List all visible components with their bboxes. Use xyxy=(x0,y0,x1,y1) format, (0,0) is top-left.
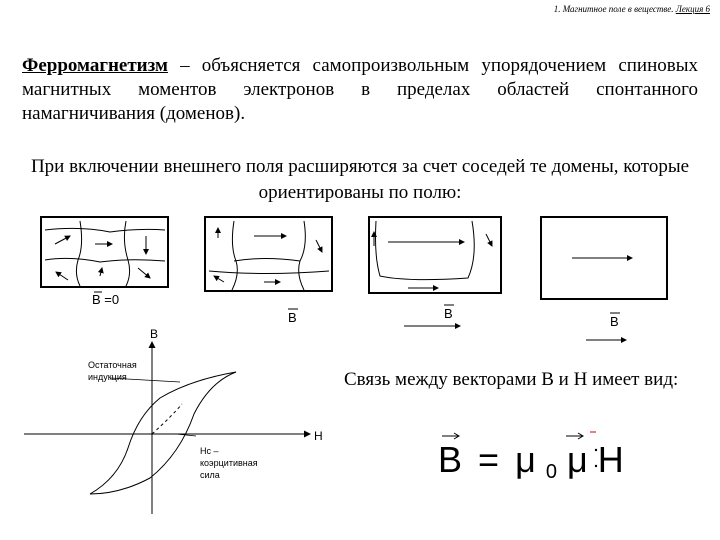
formula-eq: = xyxy=(478,439,500,480)
definition-paragraph xyxy=(22,54,698,126)
panel1-label: B =0 xyxy=(92,292,120,307)
panel2-label: B xyxy=(288,310,297,325)
field-paragraph: При включении внешнего поля расширяются за счет соседей те домены, которые ориентированы по полю: xyxy=(30,156,690,203)
hysteresis-graph xyxy=(20,318,340,518)
panel3-label: B xyxy=(444,306,453,321)
term-ferromagnetism: Ферромагнетизм xyxy=(22,55,168,76)
relation-paragraph: Связь между векторами В и Н имеет вид: xyxy=(344,369,679,390)
coercive-label-2: коэрцитивная xyxy=(200,458,258,468)
header-lecture: Лекция 6 xyxy=(675,4,710,14)
definition-text: – объясняется самопроизвольным упорядочением спиновых магнитных моментов электронов в пределах областей спонтанного намагничивания (доменов). xyxy=(22,55,698,124)
coercive-label-3: сила xyxy=(200,470,220,480)
domain-panel-3 xyxy=(368,216,508,331)
header-text: 1. Магнитное поле в веществе. xyxy=(553,4,676,14)
domain-panel-4 xyxy=(540,216,680,346)
domain-panel-2 xyxy=(204,216,334,326)
axis-h-label: H xyxy=(314,429,323,443)
svg-text:B = μ 0 μ xyxy=(438,439,624,482)
formula-b-mu-h xyxy=(430,422,630,482)
formula-rhs: H xyxy=(597,439,624,480)
panel4-label: B xyxy=(610,314,619,329)
axis-b-label: B xyxy=(150,327,159,341)
page-header xyxy=(554,4,710,14)
formula-sub0: 0 xyxy=(545,461,557,482)
remanence-label-2: индукция xyxy=(88,372,127,382)
remanence-label-1: Остаточная xyxy=(88,360,137,370)
formula-mu: μ xyxy=(566,439,588,480)
formula-lhs: B xyxy=(438,439,463,480)
domain-panel-1 xyxy=(40,216,170,316)
coercive-label-1: Hc – xyxy=(200,446,219,456)
formula-mu0: μ xyxy=(515,439,536,480)
